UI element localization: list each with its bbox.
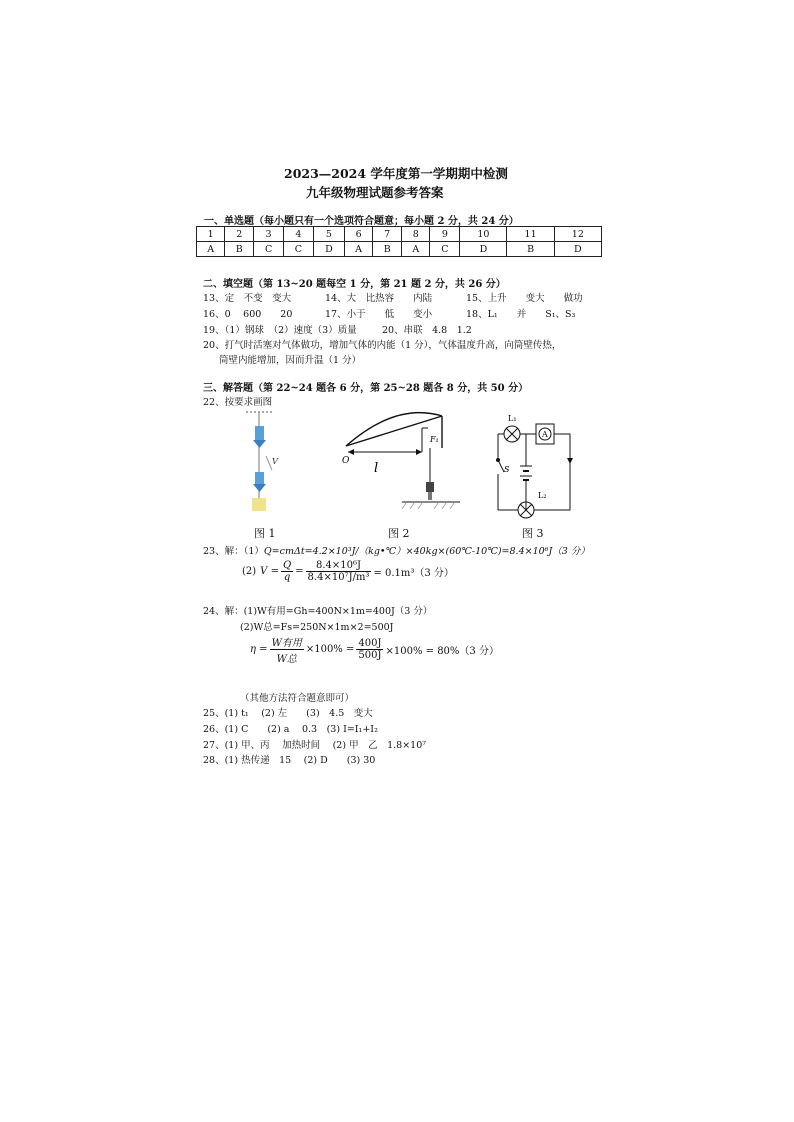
lamp-l1-icon [504, 426, 520, 442]
q23-fraction-2 [306, 560, 372, 583]
q23-lhs: V = [260, 566, 279, 577]
q23-result: = 0.1m³（3 分） [373, 568, 454, 579]
q24-efficiency [248, 634, 501, 665]
answer-table-number-cell: 6 [344, 227, 372, 242]
q23-frac2-den: 8.4×10⁷J/m³ [307, 572, 370, 583]
q24-frac2-num: 400J [358, 638, 382, 649]
answer-table-number-cell: 8 [402, 227, 430, 242]
section2-heading: 二、填空题（第 13~20 题每空 1 分，第 21 题 2 分，共 26 分） [203, 279, 506, 290]
answer-table-number-cell: 7 [373, 227, 402, 242]
q24-fraction-2 [356, 638, 383, 661]
answer-table-answer-cell: A [344, 242, 372, 257]
doc-title-line1: 2023—2024 学年度第一学期期中检测 [284, 166, 508, 181]
fig2-label-l: l [374, 461, 379, 476]
answer-table-answer-cell: C [284, 242, 314, 257]
answer-table-answer-cell: A [197, 242, 225, 257]
answer-table-number-cell: 9 [430, 227, 460, 242]
q17-answer: 17、小于 低 变小 [325, 309, 433, 320]
answer-table-number-cell: 4 [284, 227, 314, 242]
q15-answer: 15、上升 变大 做功 [466, 293, 583, 304]
q13-answer: 13、定 不变 变大 [203, 293, 292, 304]
answer-table-number-cell: 10 [460, 227, 507, 242]
q23-line2-label: (2) [242, 566, 257, 577]
q23-prefix: 23、解：（1） [203, 546, 264, 557]
q16-answer: 16、0 600 20 [203, 309, 293, 320]
q24-eta: η = [250, 644, 268, 655]
answer-table-answer-cell: C [430, 242, 460, 257]
q23-fraction-1 [281, 560, 293, 583]
fig3-caption: 图 3 [522, 527, 544, 540]
q23-frac2-num: 8.4×10⁶J [306, 560, 372, 572]
fig2-caption: 图 2 [388, 527, 410, 540]
q24-frac1-num: W有用 [270, 634, 304, 650]
answer-table-answer-cell: D [460, 242, 507, 257]
q24-line1: 24、解：(1)W有用=Gh=400N×1m=400J（3 分） [203, 606, 433, 617]
q21-answer-line1: 20、打气时活塞对气体做功，增加气体的内能（1 分），气体温度升高，向筒壁传热， [203, 340, 562, 351]
q27-answer: 27、(1) 甲、丙 加热时间 (2) 甲 乙 1.8×10⁷ [203, 740, 427, 751]
q24-mid: ×100% = [305, 644, 355, 655]
plunger-icon [426, 482, 434, 500]
q23-line1 [203, 543, 590, 557]
q24-result: ×100% = 80%（3 分） [385, 646, 499, 657]
down-arrow-bottom-icon [253, 472, 266, 492]
answer-table-answer-cell: B [225, 242, 254, 257]
answer-table-answer-cell: D [313, 242, 344, 257]
q21-answer-line2: 筒壁内能增加，因而升温（1 分） [219, 355, 362, 366]
fig1-caption: 图 1 [254, 527, 276, 540]
q23-frac1-num: Q [282, 560, 292, 571]
q18-answer: 18、L₁ 并 S₁、S₃ [466, 309, 576, 320]
answer-table-answers-row [197, 242, 602, 257]
answer-table-number-cell: 11 [507, 227, 554, 242]
fig2-label-F: F₁ [430, 435, 439, 444]
answer-table-numbers-row [197, 227, 602, 242]
answer-table-number-cell: 1 [197, 227, 225, 242]
current-arrow-icon [567, 458, 573, 464]
answer-table-number-cell: 3 [254, 227, 284, 242]
q20-answer: 20、串联 4.8 1.2 [382, 325, 472, 336]
q24-frac1-den: W总 [276, 654, 297, 665]
q23-line2: (2) V = $\frac{Q}{q}$ = $\frac{\text{8.4×10⁶J}}{\text{8.4×10⁷J/m³}}$ = 0.1m³（3 分） [242, 560, 454, 583]
figure-1 [236, 410, 286, 522]
fig3-label-L1: L₁ [508, 414, 517, 423]
q28-answer: 28、(1) 热传递 15 (2) D (3) 30 [203, 755, 376, 766]
figure-2 [336, 408, 466, 520]
q25-answer: 25、(1) t₁ (2) 左 (3) 4.5 变大 [203, 708, 373, 719]
switch-s-icon [497, 459, 505, 473]
answer-table-answer-cell: B [507, 242, 554, 257]
answer-table-number-cell: 12 [554, 227, 601, 242]
ammeter-icon [536, 424, 554, 444]
answer-table-answer-cell: B [373, 242, 402, 257]
fig3-label-A: A [542, 430, 548, 439]
q23-frac1-den: q [283, 572, 291, 583]
section1-heading: 一、单选题（每小题只有一个选项符合题意；每小题 2 分，共 24 分） [204, 216, 519, 227]
answer-table-number-cell: 5 [313, 227, 344, 242]
q19-answer: 19、（1）钢球 （2）速度（3）质量 [203, 325, 357, 336]
ball-icon [252, 498, 266, 511]
answer-table-answer-cell: D [554, 242, 601, 257]
figure-3 [492, 410, 578, 520]
fig3-label-S: S [504, 465, 510, 474]
q24-fraction-1 [270, 634, 304, 665]
q22-prompt: 22、按要求画图 [203, 397, 273, 408]
battery-icon [520, 466, 532, 480]
q23-formula: Q=cmΔt=4.2×10³J/（kg•℃）×40kg×(60℃-10℃)=8.4×10⁶J（3 分） [263, 546, 590, 557]
q26-answer: 26、(1) C (2) a 0.3 (3) I=I₁+I₂ [203, 724, 378, 735]
q24-line2: (2)W总=Fs=250N×1m×2=500J [240, 622, 394, 633]
fig2-label-O: O [342, 456, 350, 466]
down-arrow-top-icon [253, 426, 266, 448]
answer-table [196, 226, 602, 257]
fig1-label-v: V [272, 457, 278, 466]
section3-heading: 三、解答题（第 22~24 题各 6 分，第 25~28 题各 8 分，共 50 分） [203, 383, 529, 394]
lever-arm-arrow-icon [348, 449, 422, 455]
alt-method-note: （其他方法符合题意即可） [240, 693, 355, 704]
answer-table-answer-cell: C [254, 242, 284, 257]
q14-answer: 14、大 比热容 内陆 [325, 293, 433, 304]
q24-frac2-den: 500J [358, 650, 382, 661]
fig3-label-L2: L₂ [538, 491, 547, 500]
answer-table-number-cell: 2 [225, 227, 254, 242]
doc-title-line2: 九年级物理试题参考答案 [306, 185, 444, 200]
answer-table-answer-cell: A [402, 242, 430, 257]
